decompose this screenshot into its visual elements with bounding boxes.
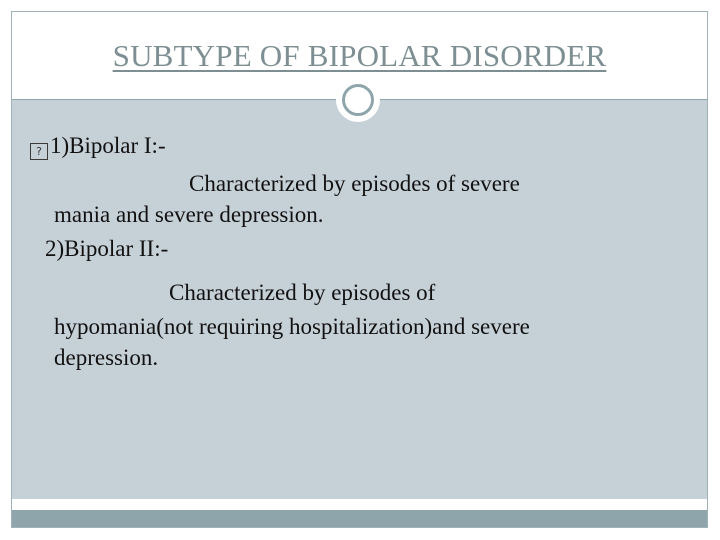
bipolar-one-description-line-2: mania and severe depression. (54, 202, 324, 227)
bipolar-two-description-line-1: Characterized by episodes of (169, 280, 436, 305)
bipolar-one-heading: 1)Bipolar I:- (50, 133, 166, 158)
bullet-line-bipolar-one (30, 132, 166, 160)
bipolar-one-description-line-1: Characterized by episodes of severe (189, 171, 520, 196)
bipolar-two-heading: 2)Bipolar II:- (45, 236, 169, 261)
slide-frame (11, 11, 708, 528)
bipolar-two-description-line-3: depression. (54, 345, 159, 370)
missing-glyph-bullet-icon: ? (30, 143, 48, 160)
circle-ornament-icon (336, 78, 380, 122)
content-area (12, 100, 707, 499)
slide-title: SUBTYPE OF BIPOLAR DISORDER (112, 38, 607, 73)
bipolar-two-description-line-2: hypomania(not requiring hospitalization)and severe (54, 314, 530, 339)
footer-band (12, 510, 707, 527)
